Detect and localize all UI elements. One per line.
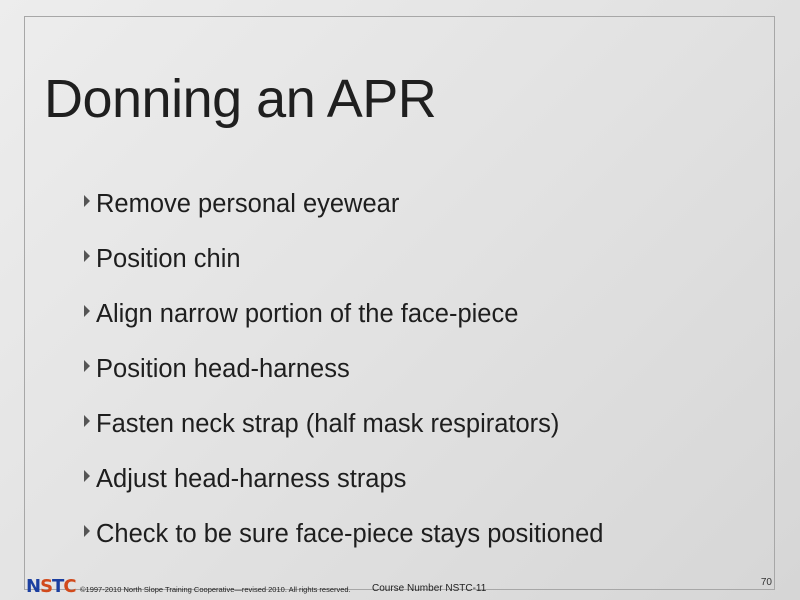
list-item: [84, 241, 603, 296]
list-item: [84, 461, 603, 516]
page-number: 70: [760, 577, 772, 588]
bullet-list: [84, 186, 603, 571]
bullet-triangle-icon: [84, 525, 90, 537]
list-item: [84, 186, 603, 241]
bullet-triangle-icon: [84, 195, 90, 207]
list-item: [84, 296, 603, 351]
bullet-text: Check to be sure face-piece stays positioned: [96, 520, 604, 548]
nstc-logo: [26, 576, 76, 596]
bullet-text: Remove personal eyewear: [96, 190, 400, 218]
slide-title: Donning an APR: [44, 69, 437, 129]
bullet-triangle-icon: [84, 360, 90, 372]
bullet-triangle-icon: [84, 250, 90, 262]
bullet-text: Adjust head-harness straps: [96, 465, 407, 493]
copyright-notice: ©1997-2010 North Slope Training Cooperative—revised 2010. All rights reserved.: [80, 585, 351, 594]
course-number: Course Number NSTC-11: [372, 583, 487, 594]
bullet-text: Position head-harness: [96, 355, 350, 383]
logo-letter: T: [52, 575, 64, 597]
bullet-triangle-icon: [84, 470, 90, 482]
logo-letter: C: [63, 575, 76, 597]
bullet-text: Fasten neck strap (half mask respirators): [96, 410, 560, 438]
slide-footer: [26, 576, 776, 596]
bullet-triangle-icon: [84, 415, 90, 427]
list-item: [84, 406, 603, 461]
bullet-text: Position chin: [96, 245, 241, 273]
bullet-text: Align narrow portion of the face-piece: [96, 300, 519, 328]
list-item: [84, 516, 603, 571]
bullet-triangle-icon: [84, 305, 90, 317]
logo-letter: S: [40, 575, 53, 597]
list-item: [84, 351, 603, 406]
logo-letter: N: [26, 575, 41, 597]
